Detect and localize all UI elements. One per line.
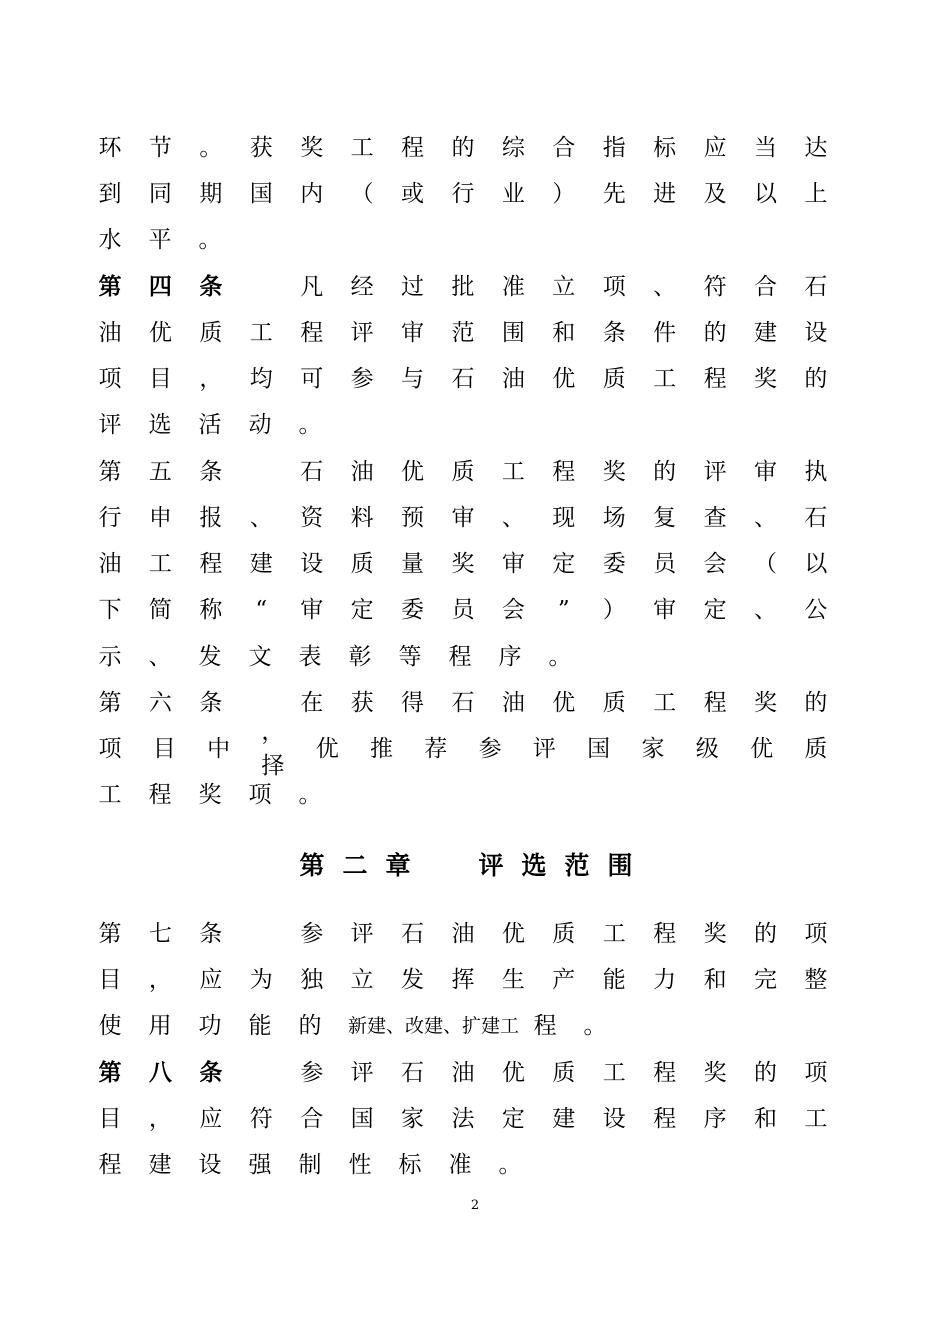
text-line: 到 同 期 国 内 （ 或 行 业 ） 先 进 及 以 上 bbox=[98, 181, 828, 207]
text-line: 示 、 发 文 表 彰 等 程 序 。 bbox=[98, 644, 572, 670]
text-line: 程 建 设 强 制 性 标 准 。 bbox=[98, 1152, 522, 1178]
article-4-line: 第 四 条 凡 经 过 批 准 立 项 、 符 合 石 bbox=[98, 273, 828, 300]
text-line: 项 目 中 ，择 优 推 荐 参 评 国 家 级 优 质 bbox=[98, 719, 828, 779]
text-line: 下 简 称 “ 审 定 委 员 会 ” ） 审 定 、 公 bbox=[98, 597, 828, 623]
text-line: 工 程 奖 项 。 bbox=[98, 782, 322, 808]
text-line: 水 平 。 bbox=[98, 227, 222, 253]
text-line: 目 ， 应 为 独 立 发 挥 生 产 能 力 和 完 整 bbox=[98, 967, 828, 993]
article-6-line: 第 六 条 在 获 得 石 油 优 质 工 程 奖 的 bbox=[98, 690, 828, 716]
article-5-line: 第 五 条 石 油 优 质 工 程 奖 的 评 审 执 bbox=[98, 459, 828, 485]
text-line: 项 目 ， 均 可 参 与 石 油 优 质 工 程 奖 的 bbox=[98, 366, 828, 392]
page-number: 2 bbox=[470, 1198, 480, 1213]
text-line: 目 ， 应 符 合 国 家 法 定 建 设 程 序 和 工 bbox=[98, 1106, 828, 1132]
text-line: 油 优 质 工 程 评 审 范 围 和 条 件 的 建 设 bbox=[98, 320, 828, 346]
text-line: 油 工 程 建 设 质 量 奖 审 定 委 员 会 （ 以 bbox=[98, 551, 828, 577]
chapter-heading bbox=[0, 846, 950, 882]
text-line: 行 申 报 、 资 料 预 审 、 现 场 复 查 、 石 bbox=[98, 505, 828, 531]
text-line: 使 用 功 能 的 新建、改建、扩建工 程 。 bbox=[98, 1013, 607, 1039]
text-line: 环 节 。 获 奖 工 程 的 综 合 指 标 应 当 达 bbox=[98, 135, 828, 161]
chapter-title: 评选范围 bbox=[478, 851, 651, 880]
text-line: 评 选 活 动 。 bbox=[98, 412, 322, 438]
article-7-line: 第 七 条 参 评 石 油 优 质 工 程 奖 的 项 bbox=[98, 921, 828, 947]
article-8-line: 第 八 条 参 评 石 油 优 质 工 程 奖 的 项 bbox=[98, 1059, 828, 1086]
chapter-number: 第二章 bbox=[299, 851, 429, 880]
